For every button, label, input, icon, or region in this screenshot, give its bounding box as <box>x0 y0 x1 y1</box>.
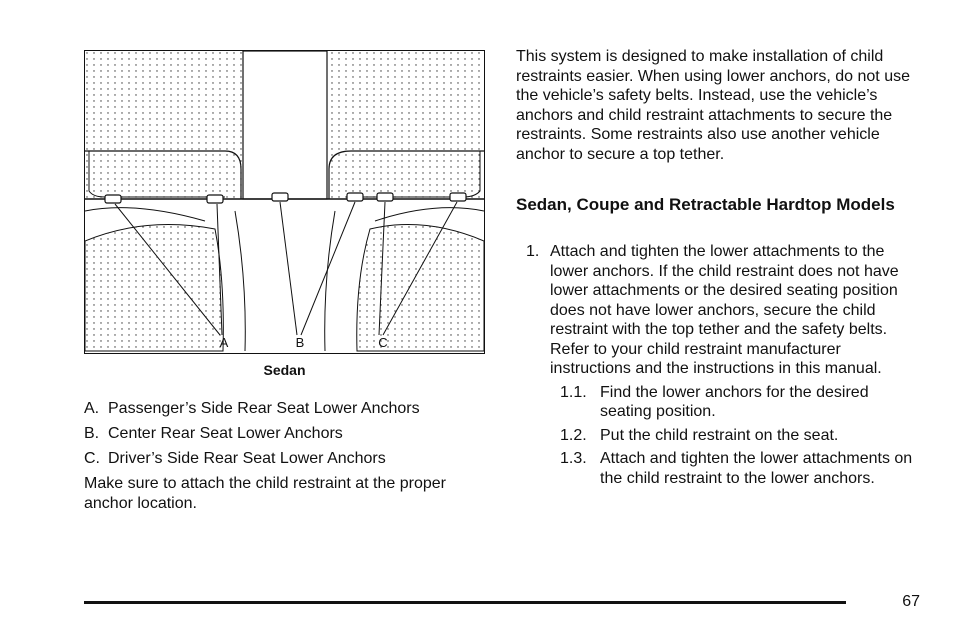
substep-item <box>516 383 920 422</box>
legend-key: C. <box>84 450 100 467</box>
legend-key: B. <box>84 425 100 442</box>
legend-item <box>84 421 504 446</box>
figure-legend <box>84 396 504 471</box>
substep-number: 1.3. <box>560 450 587 467</box>
legend-item <box>84 396 504 421</box>
page-number: 67 <box>902 593 920 610</box>
legend-text: Center Rear Seat Lower Anchors <box>108 425 343 442</box>
callout-a: A <box>219 335 229 350</box>
anchor-location-note: Make sure to attach the child restraint at the proper anchor location. <box>84 475 446 512</box>
substep-text: Find the lower anchors for the desired seating position. <box>600 383 869 420</box>
substep-item <box>516 449 920 488</box>
substep-number: 1.1. <box>560 383 587 401</box>
driver-cushion <box>357 225 484 351</box>
footer-rule <box>84 601 846 604</box>
instruction-steps <box>516 242 920 488</box>
substep-text: Attach and tighten the lower attachments on the child restraint to the lower anchors. <box>600 450 913 487</box>
seat-diagram <box>85 51 484 353</box>
legend-item <box>84 446 504 471</box>
substep-item <box>516 426 920 446</box>
passenger-cushion <box>85 225 223 351</box>
callout-b: B <box>295 335 305 350</box>
callout-c: C <box>378 335 388 350</box>
section-heading: Sedan, Coupe and Retractable Hardtop Models <box>516 195 895 214</box>
legend-text: Passenger’s Side Rear Seat Lower Anchors <box>108 400 420 417</box>
legend-key: A. <box>84 400 100 417</box>
legend-text: Driver’s Side Rear Seat Lower Anchors <box>108 450 386 467</box>
substep-number: 1.2. <box>560 426 587 444</box>
step-number: 1. <box>526 243 540 260</box>
step-text: Attach and tighten the lower attachments to the lower anchors. If the child restraint does not have lower attachments or the desired seating position does not have lower anchors, secure the child restraint with the top tether and the safety belts. Refer to your child restraint manufacturer instructions and the instructions in this manual. <box>550 243 899 377</box>
figure-caption: Sedan <box>263 362 306 378</box>
substep-text: Put the child restraint on the seat. <box>600 426 839 444</box>
intro-paragraph: This system is designed to make installation of child restraints easier. When using lower anchors, do not use the vehicle’s safety belts. Instead, use the vehicle’s anchors and child restraint attachments to secure the restraints. Some restraints also use another vehicle anchor to secure a top tether. <box>516 48 910 163</box>
step-item <box>516 242 920 379</box>
center-seatback <box>243 51 327 199</box>
seat-anchor-illustration <box>84 50 485 354</box>
